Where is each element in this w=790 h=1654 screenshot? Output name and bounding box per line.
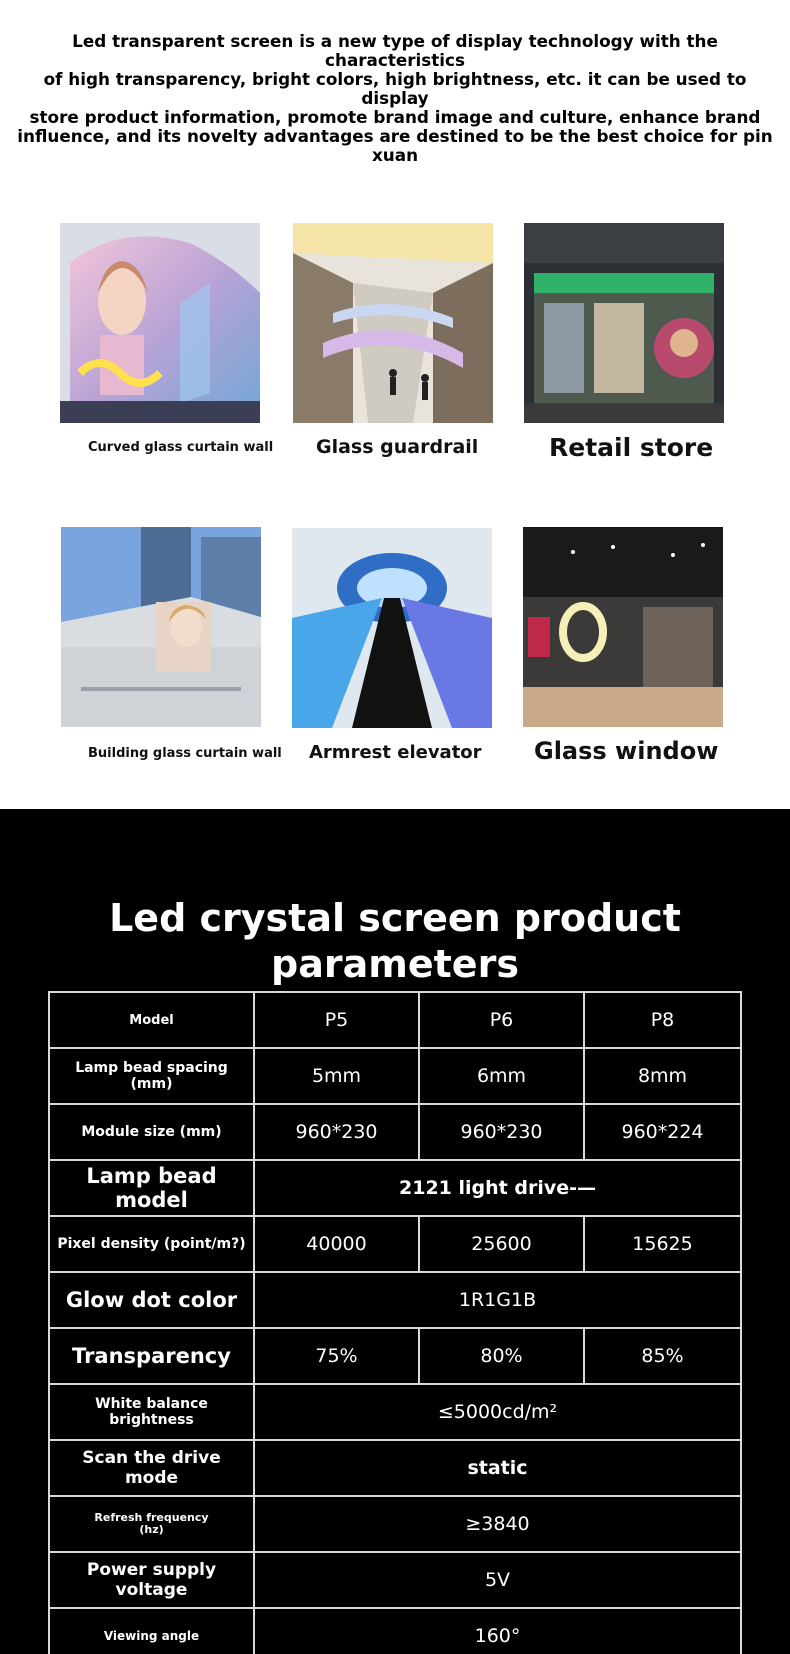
application-glass-window [523,527,723,765]
intro-line: store product information, promote brand image and culture, enhance brand [29,107,761,127]
table-row [49,1272,741,1328]
cell-merged: static [254,1440,741,1496]
row-label: Scan the drive mode [49,1440,254,1496]
row-label-line: Refresh frequency [94,1511,209,1524]
row-label-line: (hz) [139,1523,164,1536]
table-row [49,1328,741,1384]
table-row [49,1608,741,1654]
intro-paragraph [14,32,776,165]
cell-p6: 80% [419,1328,584,1384]
cell-p6: 6mm [419,1048,584,1104]
application-caption: Armrest elevator [309,742,482,763]
parameters-title: Led crystal screen product parameters [109,896,681,986]
application-caption: Glass window [534,737,719,765]
cell-p8: 8mm [584,1048,741,1104]
cell-p6: 960*230 [419,1104,584,1160]
row-label: Lamp bead spacing (mm) [49,1048,254,1104]
glass-guardrail-photo [293,223,493,423]
cell-p5: 5mm [254,1048,419,1104]
cell-p8: 15625 [584,1216,741,1272]
application-caption: Glass guardrail [316,436,479,458]
cell-p5: 960*230 [254,1104,419,1160]
table-row [49,992,741,1048]
model-p6: P6 [419,992,584,1048]
application-glass-guardrail [293,223,493,458]
table-row [49,1160,741,1216]
intro-line: Led transparent screen is a new type of display technology with the characteristics [72,31,718,70]
application-retail-store [524,223,724,462]
intro-line: influence, and its novelty advantages are destined to be the best choice for pin xuan [17,126,773,165]
cell-merged: 2121 light drive-— [254,1160,741,1216]
row-label: Glow dot color [49,1272,254,1328]
table-row [49,1104,741,1160]
model-p5: P5 [254,992,419,1048]
table-row [49,1496,741,1552]
glass-window-photo [523,527,723,727]
building-curtain-wall-photo [61,527,261,727]
cell-p8: 960*224 [584,1104,741,1160]
row-label: White balance brightness [49,1384,254,1440]
application-curved-curtain-wall [60,223,274,455]
row-label: Transparency [49,1328,254,1384]
application-caption: Building glass curtain wall [88,746,282,761]
table-row [49,1440,741,1496]
table-row [49,1216,741,1272]
application-armrest-elevator [292,528,492,763]
cell-p5: 40000 [254,1216,419,1272]
row-label [49,1496,254,1552]
row-label: Viewing angle [49,1608,254,1654]
intro-line: of high transparency, bright colors, high brightness, etc. it can be used to display [43,69,747,108]
row-label: Lamp bead model [49,1160,254,1216]
cell-merged: 160° [254,1608,741,1654]
retail-store-photo [524,223,724,423]
application-caption: Retail store [549,433,714,462]
cell-p6: 25600 [419,1216,584,1272]
parameters-table [48,991,742,1654]
row-label: Pixel density (point/m?) [49,1216,254,1272]
cell-merged: ≤5000cd/m² [254,1384,741,1440]
application-caption: Curved glass curtain wall [88,440,274,455]
cell-p5: 75% [254,1328,419,1384]
cell-p8: 85% [584,1328,741,1384]
row-label: Module size (mm) [49,1104,254,1160]
table-row [49,1384,741,1440]
table-row [49,1552,741,1608]
cell-merged: 1R1G1B [254,1272,741,1328]
table-row [49,1048,741,1104]
application-building-curtain-wall [61,527,282,761]
cell-merged: ≥3840 [254,1496,741,1552]
row-label: Model [49,992,254,1048]
model-p8: P8 [584,992,741,1048]
curved-curtain-wall-photo [60,223,260,423]
cell-merged: 5V [254,1552,741,1608]
row-label: Power supply voltage [49,1552,254,1608]
armrest-elevator-photo [292,528,492,728]
